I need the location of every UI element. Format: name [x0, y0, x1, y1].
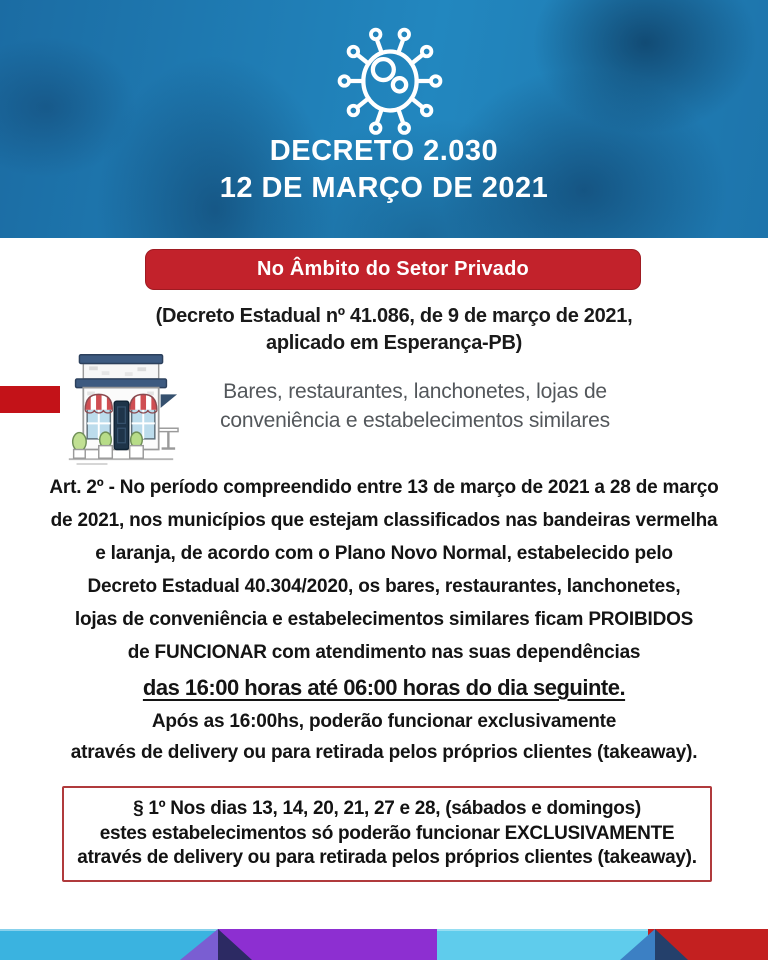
paragraph-1-notice-box — [62, 786, 712, 882]
establishments-line-1: Bares, restaurantes, lanchonetes, lojas de — [223, 380, 607, 403]
article-line: Após as 16:00hs, poderão funcionar exclusivamente — [151, 711, 617, 732]
subtitle-line-2: aplicado em Esperança-PB) — [266, 332, 522, 354]
decree-date-title: 12 DE MARÇO DE 2021 — [219, 172, 549, 204]
ribbon-label: No Âmbito do Setor Privado — [257, 258, 529, 280]
notice-line: § 1º Nos dias 13, 14, 20, 21, 27 e 28, (sábados e domingos) — [133, 798, 641, 820]
article-line: através de delivery ou para retirada pelos próprios clientes (takeaway). — [70, 742, 698, 763]
coronavirus-icon — [331, 22, 449, 140]
footer-segment-cyan-left — [0, 929, 218, 960]
header-banner — [0, 0, 768, 238]
subtitle-line-1: (Decreto Estadual nº 41.086, de 9 de março de 2021, — [155, 305, 633, 327]
curfew-hours-highlight: das 16:00 horas até 06:00 horas do dia seguinte. — [142, 675, 626, 700]
article-line: de 2021, nos municípios que estejam classificados nas bandeiras vermelha — [50, 510, 718, 531]
left-accent-bar — [0, 386, 60, 413]
article-line: lojas de conveniência e estabelecimentos similares ficam PROIBIDOS — [74, 609, 694, 630]
storefront-illustration-icon — [63, 346, 179, 466]
footer-segment-cyan-right — [437, 929, 655, 960]
article-line: Decreto Estadual 40.304/2020, os bares, restaurantes, lanchonetes, — [87, 576, 681, 597]
article-line: Art. 2º - No período compreendido entre 13 de março de 2021 a 28 de março — [49, 477, 719, 498]
establishments-caption — [170, 377, 660, 435]
article-line: e laranja, de acordo com o Plano Novo Normal, estabelecido pelo — [95, 543, 673, 564]
footer-segment-purple — [218, 929, 437, 960]
notice-line: através de delivery ou para retirada pelos próprios clientes (takeaway). — [77, 847, 697, 869]
article-line: de FUNCIONAR com atendimento nas suas dependências — [127, 642, 641, 663]
footer-decoration — [0, 929, 768, 960]
article-2-text — [12, 471, 756, 768]
establishments-line-2: conveniência e estabelecimentos similares — [220, 409, 610, 432]
section-ribbon — [145, 249, 641, 290]
notice-line: estes estabelecimentos só poderão funcionar EXCLUSIVAMENTE — [99, 822, 675, 844]
decree-number-title: DECRETO 2.030 — [269, 135, 499, 167]
